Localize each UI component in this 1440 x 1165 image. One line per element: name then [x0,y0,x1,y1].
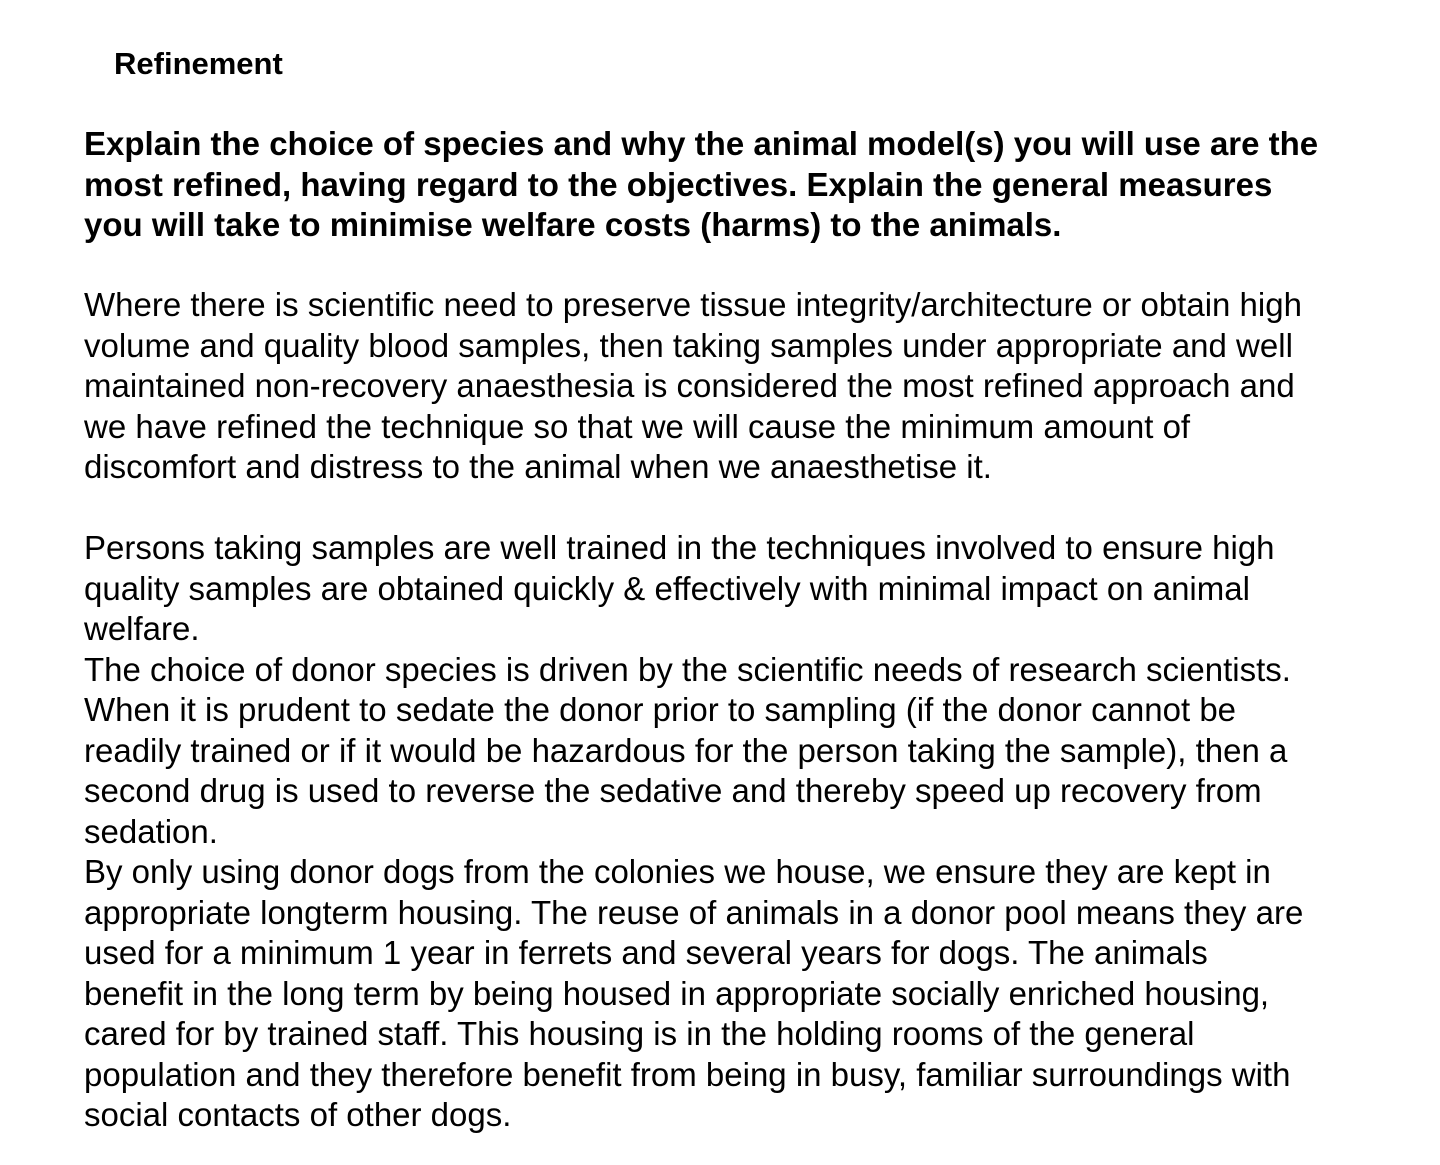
paragraph-line: The choice of donor species is driven by the scientific needs of research scientists. [84,650,1291,688]
answer-paragraph-1 [84,285,1414,488]
paragraph-line: social contacts of other dogs. [84,1096,512,1133]
paragraph-line: quality samples are obtained quickly & effectively with minimal impact on animal [84,569,1250,607]
paragraph-line: cared for by trained staff. This housing is in the holding rooms of the general [84,1015,1195,1052]
paragraph-line: welfare. [84,610,200,647]
paragraph-line: volume and quality blood samples, then taking samples under appropriate and well [84,326,1293,364]
paragraph-line: we have refined the technique so that we will cause the minimum amount of [84,407,1191,445]
paragraph-line: second drug is used to reverse the sedative and thereby speed up recovery from [84,772,1262,809]
paragraph-line: maintained non-recovery anaesthesia is considered the most refined approach and [84,367,1295,404]
paragraph-line: population and they therefore benefit from being in busy, familiar surroundings with [84,1055,1291,1093]
paragraph-line: When it is prudent to sedate the donor prior to sampling (if the donor cannot be [84,691,1237,728]
answer-paragraph-2 [84,528,1414,1136]
paragraph-line: sedation. [84,812,218,850]
question-text [84,124,1414,246]
paragraph-line: used for a minimum 1 year in ferrets and several years for dogs. The animals [84,934,1208,971]
paragraph-line: appropriate longterm housing. The reuse of animals in a donor pool means they are [84,893,1304,931]
paragraph-line: discomfort and distress to the animal when we anaesthetise it. [84,448,992,485]
section-heading: Refinement [114,46,283,81]
paragraph-line: By only using donor dogs from the colonies we house, we ensure they are kept in [84,853,1271,890]
paragraph-line: benefit in the long term by being housed in appropriate socially enriched housing, [84,974,1270,1012]
paragraph-line: Persons taking samples are well trained in the techniques involved to ensure high [84,529,1275,566]
paragraph-line: Where there is scientific need to preserve tissue integrity/architecture or obtain high [84,286,1302,323]
question-line: Explain the choice of species and why the animal model(s) you will use are the [84,125,1319,162]
question-line: most refined, having regard to the objectives. Explain the general measures [84,165,1273,203]
question-line: you will take to minimise welfare costs (harms) to the animals. [84,206,1062,243]
paragraph-line: readily trained or if it would be hazardous for the person taking the sample), then a [84,731,1288,769]
